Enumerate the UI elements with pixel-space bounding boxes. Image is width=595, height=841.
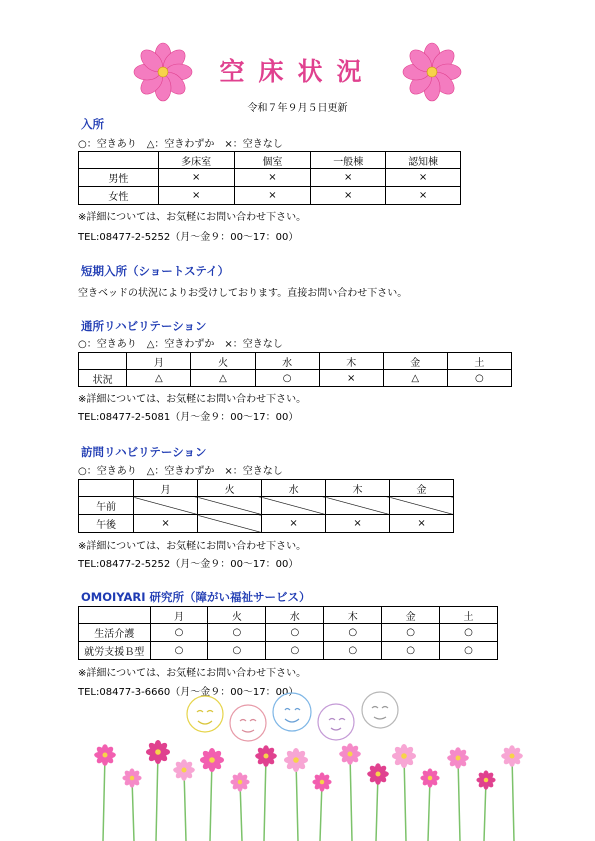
table-cell [198, 497, 262, 515]
table-header-cell: 火 [198, 480, 262, 497]
table-cell: ○ [266, 642, 324, 660]
table-cell: ○ [324, 624, 382, 642]
table-cell: × [326, 515, 390, 533]
table-cell: △ [383, 370, 447, 387]
table-header-cell: 水 [266, 607, 324, 624]
table-header-cell: 多床室 [158, 152, 234, 169]
table-cell: ○ [208, 642, 266, 660]
table-header-cell: 金 [390, 480, 454, 497]
table-cell: ○ [150, 642, 208, 660]
table-cell: × [390, 515, 454, 533]
table-header-cell: 木 [319, 353, 383, 370]
table-cell: × [234, 169, 311, 187]
section-heading-omoiyari: OMOIYARI 研究所（障がい福祉サービス） [81, 590, 311, 604]
row-label: 就労支援Ｂ型 [79, 642, 151, 660]
table-cell: × [386, 169, 461, 187]
table-header-cell [79, 480, 134, 497]
table-cell: ○ [382, 624, 440, 642]
table-header-cell [79, 353, 127, 370]
table-header-cell [79, 152, 159, 169]
table-nyusho [78, 151, 461, 205]
row-label: 午前 [79, 497, 134, 515]
table-tsusho [78, 352, 512, 387]
legend-nyusho: ○：空きあり △：空きわずか ×：空きなし [78, 139, 283, 150]
table-cell: ○ [266, 624, 324, 642]
flower-row-icon [94, 740, 523, 841]
table-cell [262, 497, 326, 515]
table-cell: △ [127, 370, 191, 387]
table-header-cell: 個室 [234, 152, 311, 169]
table-cell: ○ [447, 370, 511, 387]
table-header-cell: 認知棟 [386, 152, 461, 169]
table-row [79, 497, 454, 515]
table-cell: ○ [150, 624, 208, 642]
table-homon [78, 479, 454, 533]
note-omoiyari: ※詳細については、お気軽にお問い合わせ下さい。 [78, 668, 307, 679]
table-header-cell: 月 [134, 480, 198, 497]
table-cell: × [158, 169, 234, 187]
table-row [79, 370, 512, 387]
table-row [79, 515, 454, 533]
legend-tsusho: ○：空きあり △：空きわずか ×：空きなし [78, 339, 283, 350]
row-label: 男性 [79, 169, 159, 187]
table-header-cell: 月 [127, 353, 191, 370]
table-cell [326, 497, 390, 515]
table-header-cell: 火 [208, 607, 266, 624]
table-omoiyari [78, 606, 498, 660]
section-heading-homon: 訪問リハビリテーション [81, 445, 207, 459]
page-title: 空床状況 [219, 57, 376, 86]
legend-homon: ○：空きあり △：空きわずか ×：空きなし [78, 466, 283, 477]
note-tsusho: ※詳細については、お気軽にお問い合わせ下さい。 [78, 394, 307, 405]
section-heading-tsusho: 通所リハビリテーション [81, 319, 207, 333]
table-cell: ○ [440, 624, 498, 642]
table-cell [390, 497, 454, 515]
updated-date: 令和７年９月５日更新 [247, 103, 348, 114]
table-row [79, 624, 498, 642]
table-cell: × [134, 515, 198, 533]
table-header-cell [79, 607, 151, 624]
table-cell: × [311, 187, 386, 205]
table-cell: ○ [440, 642, 498, 660]
note-homon: ※詳細については、お気軽にお問い合わせ下さい。 [78, 541, 307, 552]
table-header-cell: 水 [255, 353, 319, 370]
table-cell: × [158, 187, 234, 205]
row-label: 女性 [79, 187, 159, 205]
row-label: 午後 [79, 515, 134, 533]
section-heading-nyusho: 入所 [81, 117, 104, 131]
smiling-faces-icon [187, 692, 398, 741]
table-cell: × [319, 370, 383, 387]
footer-illustration [0, 690, 595, 841]
section-heading-tanki: 短期入所（ショートステイ） [81, 264, 230, 278]
table-cell: ○ [208, 624, 266, 642]
note-nyusho: ※詳細については、お気軽にお問い合わせ下さい。 [78, 212, 307, 223]
table-header-cell: 一般棟 [311, 152, 386, 169]
table-cell [134, 497, 198, 515]
tel-nyusho: TEL:08477-2-5252（月～金９：00～17：00） [78, 232, 299, 243]
table-cell: × [311, 169, 386, 187]
table-cell: × [262, 515, 326, 533]
table-header-cell: 木 [326, 480, 390, 497]
table-cell: △ [191, 370, 255, 387]
table-header-cell: 土 [447, 353, 511, 370]
table-header-cell: 水 [262, 480, 326, 497]
table-header-cell: 木 [324, 607, 382, 624]
table-cell: ○ [324, 642, 382, 660]
table-header-cell: 金 [383, 353, 447, 370]
tel-omoiyari: TEL:08477-3-6660（月～金９：00～17：00） [78, 687, 299, 698]
table-header-cell: 月 [150, 607, 208, 624]
table-row [79, 187, 461, 205]
table-header-cell: 金 [382, 607, 440, 624]
table-cell: × [234, 187, 311, 205]
table-row [79, 169, 461, 187]
table-cell: ○ [255, 370, 319, 387]
table-cell [198, 515, 262, 533]
table-cell: ○ [382, 642, 440, 660]
row-label: 生活介護 [79, 624, 151, 642]
tel-tsusho: TEL:08477-2-5081（月～金９：00～17：00） [78, 412, 299, 423]
table-header-cell: 火 [191, 353, 255, 370]
table-row [79, 642, 498, 660]
row-label: 状況 [79, 370, 127, 387]
tel-homon: TEL:08477-2-5252（月～金９：00～17：00） [78, 559, 299, 570]
table-header-cell: 土 [440, 607, 498, 624]
table-cell: × [386, 187, 461, 205]
tanki-text: 空きベッドの状況によりお受けしております。直接お問い合わせ下さい。 [78, 288, 408, 299]
